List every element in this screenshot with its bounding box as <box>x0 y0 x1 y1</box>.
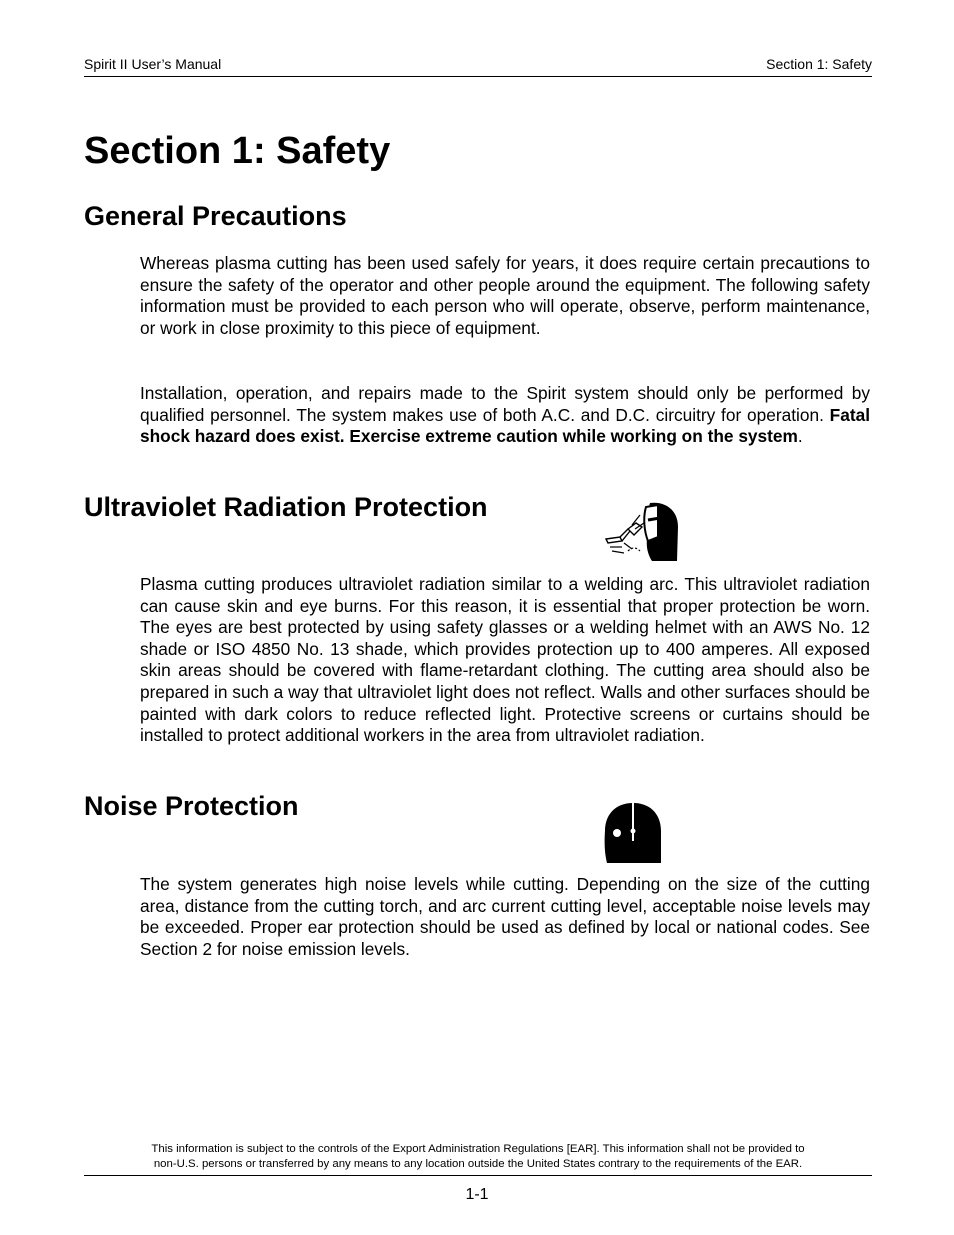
ear-protection-icon <box>603 801 663 865</box>
header-section-title: Section 1: Safety <box>766 56 872 72</box>
welding-helmet-icon <box>602 501 680 563</box>
general-paragraph-2-text: Installation, operation, and repairs made to the Spirit system should only be performed by qualified personnel. The system makes use of both A.C. and D.C. circuitry for operation. <box>140 383 870 425</box>
general-paragraph-2 <box>140 383 870 448</box>
footer-divider <box>84 1175 872 1176</box>
heading-noise-protection: Noise Protection <box>84 791 299 821</box>
noise-paragraph: The system generates high noise levels while cutting. Depending on the size of the cutting area, distance from the cutting torch, and arc current cutting level, acceptable noise levels may be exceeded. Proper ear protection should be used as defined by local or national codes. See Section 2 for noise emission levels. <box>140 874 870 959</box>
heading-general-precautions: General Precautions <box>84 201 347 231</box>
header-manual-title: Spirit II User’s Manual <box>84 56 222 72</box>
general-paragraph-1: Whereas plasma cutting has been used safely for years, it does require certain precautions to ensure the safety of the operator and other people around the equipment. The following safety information must be provided to each person who will operate, observe, perform maintenance, or work in close proximity to this piece of equipment. <box>140 253 870 338</box>
running-header <box>84 56 872 77</box>
general-paragraph-2-end: . <box>797 426 803 447</box>
page-number: 1-1 <box>465 1186 489 1203</box>
export-notice-line-1: This information is subject to the controls of the Export Administration Regulations [EAR]. This information shall not be provided to <box>151 1143 805 1155</box>
page-title: Section 1: Safety <box>84 130 391 172</box>
uv-paragraph: Plasma cutting produces ultraviolet radiation similar to a welding arc. This ultraviolet radiation can cause skin and eye burns. For this reason, it is essential that proper protection be worn. The eyes are best protected by using safety glasses or a welding helmet with an AWS No. 12 shade or ISO 4850 No. 13 shade, which provides protection up to 400 amperes. All exposed skin areas should be covered with flame-retardant clothing. The cutting area should also be prepared in such a way that ultraviolet light does not reflect. Walls and other surfaces should be painted with dark colors to reduce reflected light. Protective screens or curtains should be installed to protect additional workers in the area from ultraviolet radiation. <box>140 574 870 746</box>
shock-hazard-warning: Fatal shock hazard does exist. Exercise extreme caution while working on the system <box>140 404 870 447</box>
export-notice-line-2: non-U.S. persons or transferred by any means to any location outside the United States contrary to the requirements of the EAR. <box>153 1158 803 1170</box>
heading-uv-protection: Ultraviolet Radiation Protection <box>84 492 488 522</box>
export-control-notice <box>84 1142 872 1172</box>
